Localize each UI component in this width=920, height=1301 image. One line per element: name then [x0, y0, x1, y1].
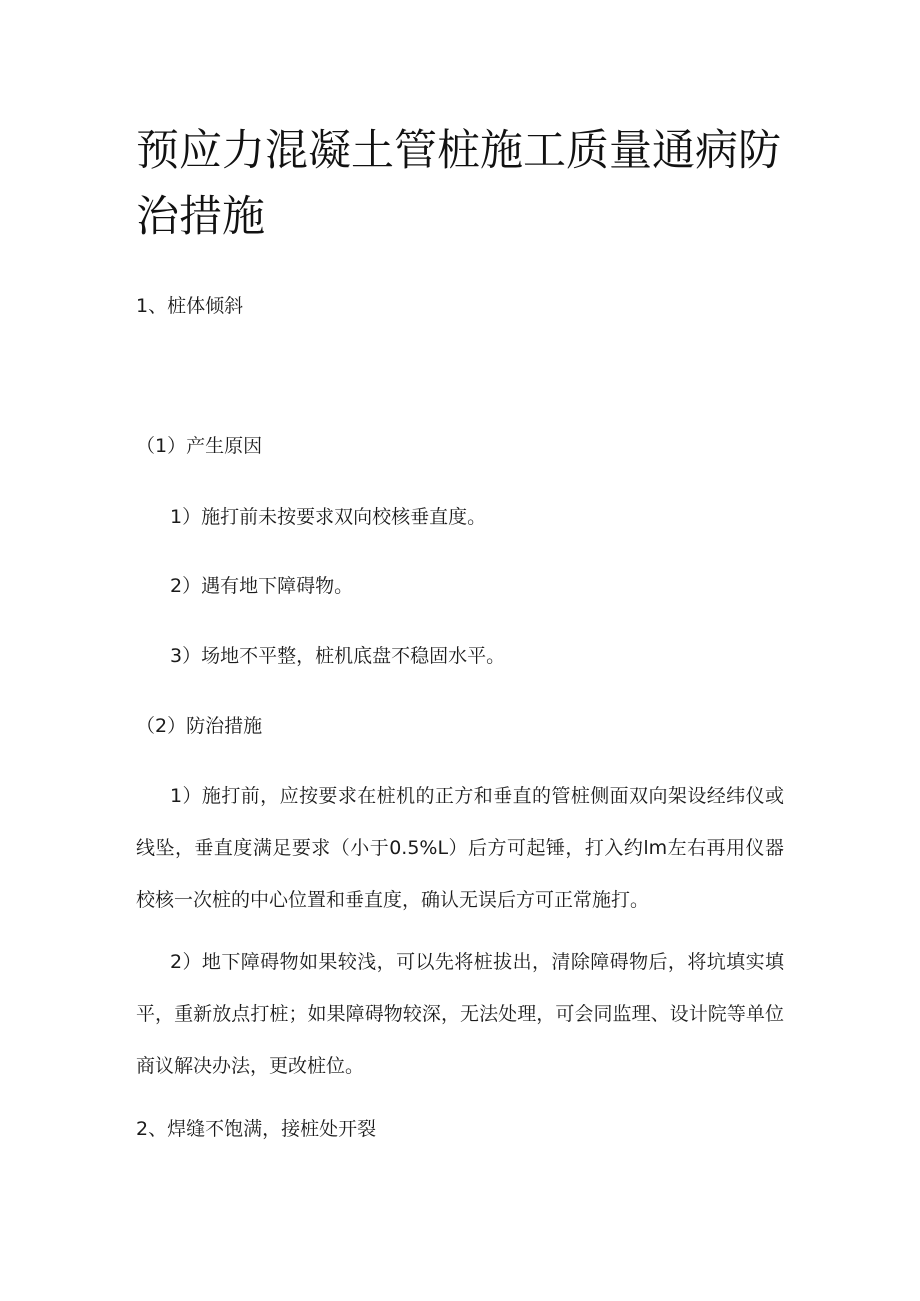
section-1-heading: 1、桩体倾斜 [136, 295, 244, 317]
document-title: 预应力混凝土管桩施工质量通病防治措施 [136, 126, 781, 242]
cause-item-2: 2）遇有地下障碍物。 [170, 575, 354, 597]
measure-item-1: 1）施打前，应按要求在桩机的正方和垂直的管桩侧面双向架设经纬仪或线坠，垂直度满足要求（小于0.5%L）后方可起锤，打入约lm左右再用仪器校核一次桩的中心位置和垂直度，确认无误后方可正常施打。 [136, 785, 784, 911]
section-2-heading: 2、焊缝不饱满，接桩处开裂 [136, 1118, 377, 1140]
cause-item-3: 3）场地不平整，桩机底盘不稳固水平。 [170, 645, 506, 667]
section-1-measure-heading: （2）防治措施 [136, 715, 263, 737]
section-1-cause-heading: （1）产生原因 [136, 435, 263, 457]
cause-item-1: 1）施打前未按要求双向校核垂直度。 [170, 506, 487, 528]
measure-item-2: 2）地下障碍物如果较浅，可以先将桩拔出，清除障碍物后，将坑填实填平，重新放点打桩；如果障碍物较深，无法处理，可会同监理、设计院等单位商议解决办法，更改桩位。 [136, 951, 784, 1077]
